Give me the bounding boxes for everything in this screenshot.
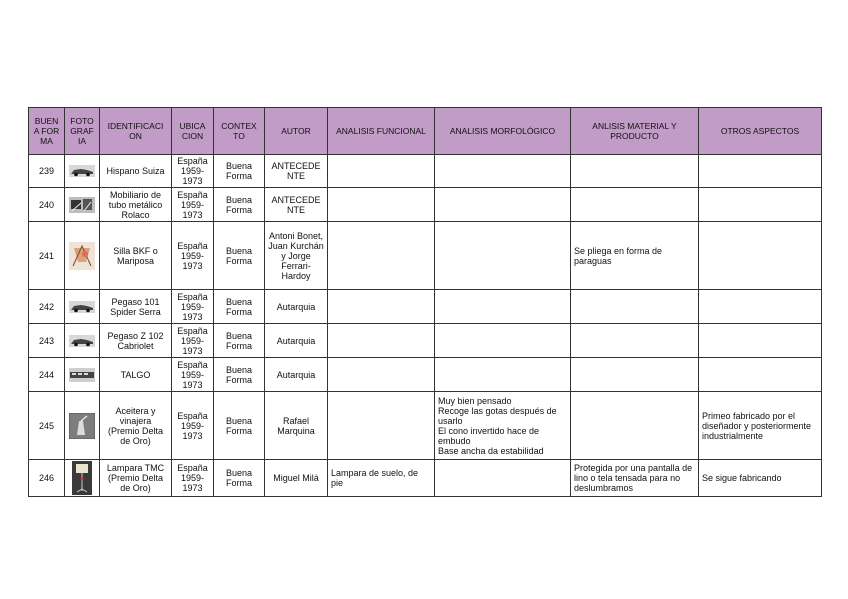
- oil-cruet-photo: [68, 413, 96, 439]
- autor-cell: Autarquia: [265, 358, 328, 392]
- furniture-photo: [68, 197, 96, 213]
- contexto-cell: Buena Forma: [214, 290, 265, 324]
- morfologico-line: Base ancha da estabilidad: [438, 445, 544, 456]
- morfologico-line: Muy bien pensado: [438, 395, 512, 406]
- header-autor: AUTOR: [265, 108, 328, 155]
- autor-cell: Antoni Bonet, Juan Kurchán y Jorge Ferrari-Hardoy: [265, 222, 328, 290]
- ubicacion-cell: España 1959-1973: [172, 324, 214, 358]
- identificacion-cell: Hispano Suiza: [100, 155, 172, 188]
- header-buena-forma: BUEN A FOR MA: [29, 108, 65, 155]
- analisis-material-cell: [571, 324, 699, 358]
- table-row: [29, 155, 822, 188]
- table-row: [29, 188, 822, 222]
- contexto-cell: Buena Forma: [214, 460, 265, 497]
- analisis-funcional-cell: [328, 392, 435, 460]
- otros-aspectos-cell: [699, 324, 822, 358]
- contexto-cell: Buena Forma: [214, 324, 265, 358]
- photo-cell: [65, 358, 100, 392]
- analisis-funcional-cell: [328, 155, 435, 188]
- analisis-morfologico-cell: [435, 290, 571, 324]
- otros-aspectos-cell: Primeo fabricado por el diseñador y posteriormente industrialmente: [699, 392, 822, 460]
- otros-aspectos-cell: Se sigue fabricando: [699, 460, 822, 497]
- analisis-morfologico-cell: [435, 392, 571, 460]
- photo-cell: [65, 290, 100, 324]
- photo-cell: [65, 324, 100, 358]
- ubicacion-cell: España 1959-1973: [172, 155, 214, 188]
- analisis-funcional-cell: [328, 324, 435, 358]
- identificacion-cell: Pegaso 101 Spider Serra: [100, 290, 172, 324]
- table-row: [29, 222, 822, 290]
- header-analisis-material: ANLISIS MATERIAL Y PRODUCTO: [571, 108, 699, 155]
- table-row: [29, 324, 822, 358]
- design-catalog-table: [28, 107, 822, 497]
- contexto-cell: Buena Forma: [214, 358, 265, 392]
- row-number: 242: [29, 290, 65, 324]
- contexto-cell: Buena Forma: [214, 155, 265, 188]
- analisis-morfologico-cell: [435, 188, 571, 222]
- analisis-material-cell: Se pliega en forma de paraguas: [571, 222, 699, 290]
- analisis-funcional-cell: [328, 358, 435, 392]
- ubicacion-cell: España 1959-1973: [172, 460, 214, 497]
- photo-cell: [65, 222, 100, 290]
- analisis-morfologico-cell: [435, 155, 571, 188]
- row-number: 243: [29, 324, 65, 358]
- otros-aspectos-cell: [699, 188, 822, 222]
- analisis-material-cell: [571, 392, 699, 460]
- identificacion-cell: Silla BKF o Mariposa: [100, 222, 172, 290]
- contexto-cell: Buena Forma: [214, 188, 265, 222]
- autor-cell: ANTECEDE NTE: [265, 188, 328, 222]
- chair-photo: [68, 242, 96, 270]
- header-fotografia: FOTO GRAF IA: [65, 108, 100, 155]
- otros-aspectos-cell: [699, 155, 822, 188]
- analisis-morfologico-cell: [435, 460, 571, 497]
- autor-cell: Rafael Marquina: [265, 392, 328, 460]
- row-number: 245: [29, 392, 65, 460]
- ubicacion-cell: España 1959-1973: [172, 358, 214, 392]
- analisis-funcional-cell: Lampara de suelo, de pie: [328, 460, 435, 497]
- analisis-morfologico-cell: [435, 222, 571, 290]
- otros-aspectos-cell: [699, 358, 822, 392]
- ubicacion-cell: España 1959-1973: [172, 290, 214, 324]
- ubicacion-cell: España 1959-1973: [172, 188, 214, 222]
- row-number: 246: [29, 460, 65, 497]
- header-identificacion: IDENTIFICACI ON: [100, 108, 172, 155]
- header-analisis-funcional: ANALISIS FUNCIONAL: [328, 108, 435, 155]
- identificacion-cell: Mobiliario de tubo metálico Rolaco: [100, 188, 172, 222]
- train-photo: [68, 368, 96, 382]
- ubicacion-cell: España 1959-1973: [172, 392, 214, 460]
- analisis-morfologico-cell: [435, 324, 571, 358]
- identificacion-cell: TALGO: [100, 358, 172, 392]
- row-number: 241: [29, 222, 65, 290]
- contexto-cell: Buena Forma: [214, 392, 265, 460]
- analisis-funcional-cell: [328, 290, 435, 324]
- table-row: [29, 460, 822, 497]
- analisis-material-cell: [571, 290, 699, 324]
- analisis-material-cell: [571, 358, 699, 392]
- autor-cell: Autarquia: [265, 290, 328, 324]
- otros-aspectos-cell: [699, 222, 822, 290]
- analisis-material-cell: [571, 188, 699, 222]
- photo-cell: [65, 392, 100, 460]
- analisis-morfologico-cell: [435, 358, 571, 392]
- table-row: [29, 392, 822, 460]
- header-ubicacion: UBICA CION: [172, 108, 214, 155]
- lamp-photo: [68, 461, 96, 495]
- morfologico-line: Recoge las gotas después de usarlo: [438, 405, 557, 426]
- autor-cell: Miguel Milá: [265, 460, 328, 497]
- autor-cell: ANTECEDE NTE: [265, 155, 328, 188]
- autor-cell: Autarquia: [265, 324, 328, 358]
- analisis-funcional-cell: [328, 188, 435, 222]
- car-photo: [68, 301, 96, 313]
- table-row: [29, 358, 822, 392]
- identificacion-cell: Aceitera y vinajera (Premio Delta de Oro): [100, 392, 172, 460]
- photo-cell: [65, 155, 100, 188]
- identificacion-cell: Lampara TMC (Premio Delta de Oro): [100, 460, 172, 497]
- analisis-material-cell: [571, 155, 699, 188]
- header-row: [29, 108, 822, 155]
- header-contexto: CONTEX TO: [214, 108, 265, 155]
- header-analisis-morfologico: ANALISIS MORFOLÓGICO: [435, 108, 571, 155]
- identificacion-cell: Pegaso Z 102 Cabriolet: [100, 324, 172, 358]
- row-number: 240: [29, 188, 65, 222]
- row-number: 239: [29, 155, 65, 188]
- photo-cell: [65, 188, 100, 222]
- header-otros-aspectos: OTROS ASPECTOS: [699, 108, 822, 155]
- car-photo: [68, 165, 96, 177]
- otros-aspectos-cell: [699, 290, 822, 324]
- car-photo: [68, 335, 96, 347]
- contexto-cell: Buena Forma: [214, 222, 265, 290]
- analisis-funcional-cell: [328, 222, 435, 290]
- ubicacion-cell: España 1959-1973: [172, 222, 214, 290]
- morfologico-line: El cono invertido hace de embudo: [438, 425, 540, 446]
- row-number: 244: [29, 358, 65, 392]
- photo-cell: [65, 460, 100, 497]
- analisis-material-cell: Protegida por una pantalla de lino o tela tensada para no deslumbramos: [571, 460, 699, 497]
- table-row: [29, 290, 822, 324]
